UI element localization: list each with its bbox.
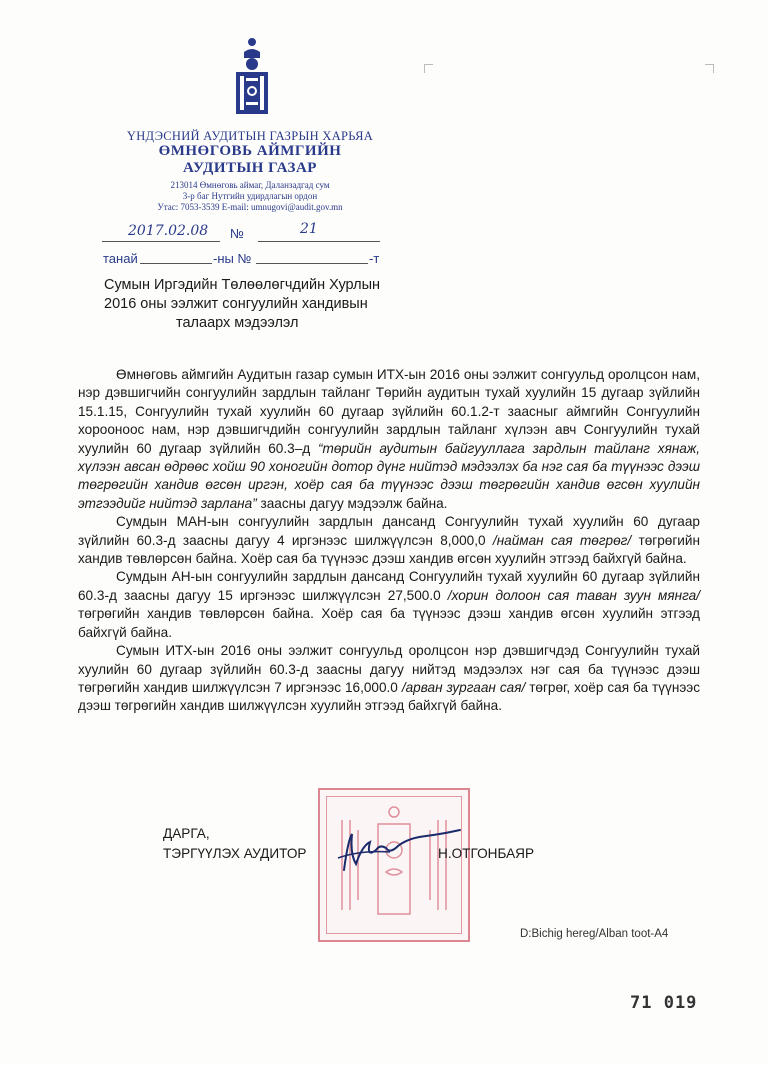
p4-tail: төгрөг, хоёр сая ба түүнээс дээш төгрөгийн хандив шилжүүлсэн хуулийн этгээд байхгүй байна. bbox=[78, 679, 700, 714]
letter-number: 21 bbox=[300, 221, 318, 237]
ref-number-underline bbox=[256, 263, 368, 264]
document-serial-number: 71 019 bbox=[630, 993, 698, 1013]
p4-text: Сумын ИТХ-ын 2016 оны ээлжит сонгуульд оролцсон нэр дэвшигчдэд Сонгуулийн тухай хуулийн 60 дугаар зүйлийн 60.3-д заасны дагуу нийтэд мэдээлэх нэг сая ба түүнээс дээш төгрөгийн хандив шилжүүлсэн 7 иргэнээс 16,000.0 bbox=[78, 643, 700, 695]
ref-date-underline bbox=[140, 263, 212, 264]
letter-date: 2017.02.08 bbox=[128, 223, 209, 239]
letter-subject bbox=[104, 276, 380, 333]
letter-body bbox=[78, 366, 700, 716]
p1-text: Өмнөговь аймгийн Аудитын газар сумын ИТХ-ын 2016 оны ээлжит сонгуульд оролцсон нам, нэр дэвшигчийн сонгуулийн зардлын тайланг Төрийн аудитын тухай хуулийн 15 дугаар зүйлийн 15.1.15, Сонгуулийн тухай хуулийн 60 дугаар зүйлийн 60.1.2-т заасныг аймгийн Сонгуулийн хорооноос нам, нэр дэвшигчдийн сонгуулийн зардлын тайланг хүлээн авч Сонгуулийн тухай хуулийн 60 дугаар зүйлийн 60.3–д bbox=[78, 367, 700, 456]
soyombo-emblem bbox=[230, 36, 274, 118]
handwritten-signature bbox=[330, 820, 470, 880]
subject-line-1: Сумын Иргэдийн Төлөөлөгчдийн Хурлын bbox=[104, 277, 381, 293]
p4-amount-words: /арван зургаан сая/ bbox=[401, 679, 526, 695]
ref-number-label: -ны № bbox=[213, 251, 252, 266]
p1-quote: “төрийн аудитын байгууллага зардлын тайланг хянаж, хүлээн авсан өдрөөс хойш 90 хоногийн дотор дүнг нийтэд мэдээлэх ба нэг сая ба түүнээс дээш төгрөгийн хандив өгсөн иргэн, хоёр сая ба түүнээс дээш төгрөгийн хандив өгсөн хуулийн этгээдийг нийтэд зарлана” bbox=[78, 440, 701, 511]
header-line-1: ҮНДЭСНИЙ АУДИТЫН ГАЗРЫН ХАРЬЯА bbox=[126, 129, 374, 143]
number-underline bbox=[258, 241, 380, 242]
address-line-3: Утас: 7053-3539 E-mail: umnugovi@audit.gov.mn bbox=[157, 202, 343, 212]
subject-line-3: талаарх мэдээлэл bbox=[176, 315, 299, 331]
p2-amount-words: /найман сая төгрөг/ bbox=[492, 532, 632, 548]
header-line-3: АУДИТЫН ГАЗАР bbox=[183, 160, 317, 176]
paragraph-3 bbox=[78, 568, 700, 642]
signatory-name: Н.ОТГОНБАЯР bbox=[438, 846, 535, 861]
p2-tail: төгрөгийн хандив төвлөрсөн байна. Хоёр сая ба түүнээс дээш хандив өгсөн хуулийн этгээд байхгүй байна. bbox=[78, 532, 701, 567]
address-line-2: 3-р баг Нутгийн удирдлагын ордон bbox=[182, 191, 318, 201]
corner-mark bbox=[705, 64, 714, 73]
file-path-note: D:Bichig hereg/Alban toot-A4 bbox=[520, 928, 669, 940]
p3-text: Сумдын АН-ын сонгуулийн зардлын дансанд Сонгуулийн тухай хуулийн 60 дугаар зүйлийн 60.3-д заасны дагуу 15 иргэнээс шилжүүлсэн 27,500.0 bbox=[78, 569, 700, 603]
paragraph-1 bbox=[78, 366, 700, 513]
p2-text: Сумдын МАН-ын сонгуулийн зардлын дансанд Сонгуулийн тухай хуулийн 60 дугаар зүйлийн 60.3-д заасны дагуу 4 иргэнээс шилжүүлсэн 8,000,0 bbox=[78, 514, 700, 548]
ref-suffix-label: -т bbox=[369, 251, 380, 266]
signatory-title-2: ТЭРГҮҮЛЭХ АУДИТОР bbox=[163, 846, 307, 861]
subject-line-2: 2016 оны ээлжит сонгуулийн хандивын bbox=[104, 296, 368, 312]
header-line-2: ӨМНӨГОВЬ АЙМГИЙН bbox=[158, 143, 342, 159]
signatory-title-1: ДАРГА, bbox=[163, 826, 210, 841]
date-underline bbox=[102, 241, 220, 242]
ref-label: танай bbox=[103, 251, 138, 266]
address-line-1: 213014 Өмнөговь аймаг, Даланзадгад сум bbox=[170, 180, 330, 190]
p3-amount-words: /хорин долоон сая таван зуун мянга/ bbox=[447, 587, 700, 603]
paragraph-2 bbox=[78, 513, 700, 568]
corner-mark bbox=[424, 64, 433, 73]
p1-tail: заасны дагуу мэдээлж байна. bbox=[260, 495, 448, 511]
paragraph-4 bbox=[78, 642, 700, 716]
p3-tail: төгрөгийн хандив төвлөрсөн байна. Хоёр сая ба түүнээс дээш хандив өгсөн хуулийн этгээд байхгүй байна. bbox=[78, 606, 700, 640]
number-label: № bbox=[230, 226, 244, 241]
